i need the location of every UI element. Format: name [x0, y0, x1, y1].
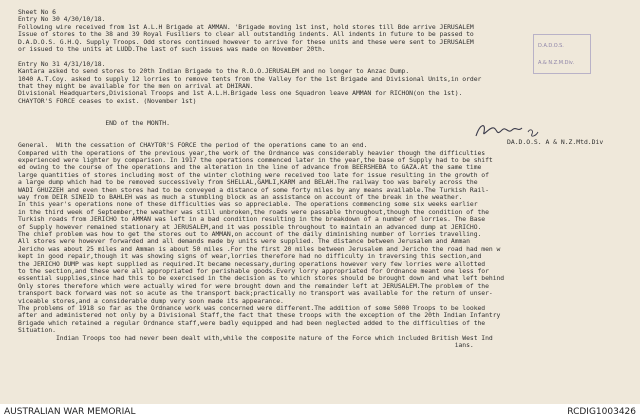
- document-line: The chief problem was how to get the stores out to AMMAN,on account of the daily diminishing number of lorries travelling.: [18, 230, 482, 238]
- document-line: General. With the cessation of CHAYTOR'S FORCE the period of the operations came to an end.: [18, 141, 368, 150]
- document-line: Turkish roads from JERICHO to AMMAN was left in a bad condition resulting in the breakdown of a number of lorries. The Base: [18, 215, 486, 224]
- document-line: Entry No 30 4/30/10/18.: [18, 15, 106, 24]
- document-line: Situation.: [18, 326, 56, 335]
- stamp-line-1: D.A.D.O.S.: [538, 42, 564, 49]
- document-line: Compared with the operations of the previous year,the work of the Ordnance was considerably heavier though the difficulties: [18, 148, 486, 157]
- document-line: The problems of 1918 so far as the Ordnance work was concerned were different.The addition of some 5000 Troops to be looked: [18, 304, 486, 312]
- document-line: CHAYTOR'S FORCE ceases to exist. (November 1st): [18, 96, 197, 105]
- document-line: after and administered not only by a Divisional Staff,the fact that these troops with the exception of the 20th Indian Infantry: [18, 311, 501, 320]
- document-line: the JERICHO DUMP was kept supplied as required.It became necessary,during operations however very few lorries were allotted: [18, 259, 486, 268]
- document-line: Jericho was about 25 miles and Amman is about 50 miles .For the first 20 miles between Jerusalem and Jericho the road had men w: [18, 244, 501, 253]
- document-line: All stores were however forwarded and all demands made by units were supplied. The distance between Jerusalem and Amman: [18, 237, 470, 246]
- signature-title: DA.D.O.S. A & N.Z.Mtd.Div: [507, 138, 604, 146]
- document-line: 1040 A.T.Coy. asked to supply 12 lorries to remove tents from the Valley for the 1st Brigade and Divisional Units,in order: [18, 74, 482, 83]
- document-line: Following wire received from 1st A.L.H Brigade at AMMAN. 'Brigade moving 1st inst, hold stores till Bde arrive JERUSALEM: [18, 22, 474, 31]
- document-line: Issue of stores to the 38 and 39 Royal Fusiliers to clear all outstanding indents. All indents in future to be passed to: [18, 30, 474, 39]
- document-line: way from DEIR SINEID to BAHLEH was as much a stumbling block as an assistance on account of the break in the weather.: [18, 193, 463, 201]
- document-line: to the section,and these were all appropriated for perishable goods.Every lorry appropriated for Ordnance meant one less for: [18, 267, 489, 275]
- document-line: in the third week of September,the weather was still unbroken,the roads were passable throughout,though the condition of the: [18, 207, 489, 216]
- document-line: WADI GHUZZEH and even then stores had to be conveyed a distance of some forty miles by any means available.The Turkish Rail-: [18, 185, 489, 194]
- document-line: ians.: [18, 341, 474, 349]
- document-line: that they might be available for the men on arrival at DHIRAN.: [18, 82, 254, 90]
- unit-stamp: [533, 34, 591, 74]
- document-line: kept in good repair,though it was showing signs of wear,lorries therefore had no difficulty in traversing this section,and: [18, 252, 482, 261]
- footer-bar: [0, 404, 640, 420]
- document-line: a large dump which had to be removed successively from SHELLAL,GAMLI,KARM and BELAH.The railway too was barely across the: [18, 178, 478, 187]
- document-line: experienced were lighter by comparison. In 1917 the operations commenced later in the year,the base of Supply had to be shift: [18, 156, 493, 164]
- document-line: ed owing to the course of the operations and the alteration in the line of advance from BEERSHEBA to GAZA.At the same time: [18, 163, 482, 172]
- document-line: of Supply however remained stationary at JERUSALEM,and it was possible throughout to maintain an advanced dump at JERICHO.: [18, 222, 482, 231]
- document-line: END of the MONTH.: [18, 119, 170, 127]
- document-line: Divisional Headquarters,Divisional Troops and 1st A.L.H.Brigade less one Squadron leave AMMAN for RICHON(on the 1st).: [18, 89, 463, 98]
- footer-source: AUSTRALIAN WAR MEMORIAL: [4, 407, 136, 417]
- stamp-line-2: A.& N.Z.M.Div.: [538, 59, 575, 66]
- document-line: Entry No 31 4/31/10/18.: [18, 59, 106, 68]
- document-line: Only stores therefore which were actually wired for were brought down and the remainder left at JERUSALEM.The problem of the: [18, 281, 489, 290]
- document-line: Brigade which retained a regular Ordnance staff,were badly equipped and had been neglected added to the difficulties of the: [18, 318, 486, 327]
- document-line: In this year's operations none of these difficulties was so appreciable. The operations commencing some six weeks earlier: [18, 200, 478, 209]
- document-line: large quantities of stores including most of the winter clothing were received too late for issue resulting in the growth of: [18, 170, 489, 179]
- document-line: transport back forward was not so acute as the transport back;practically no transport was available for the return of unser-: [18, 289, 493, 298]
- document-line: Kantara asked to send stores to 20th Indian Brigade to the R.O.O.JERUSALEM and no longer to Anzac Dump.: [18, 67, 410, 76]
- document-line: viceable stores,and a considerable dump very soon made its appearance.: [18, 296, 284, 305]
- document-line: Indian Troops too had never been dealt with,while the composite nature of the Force which included British West Ind: [18, 333, 493, 342]
- document-line: Sheet No 6: [18, 8, 56, 16]
- document-line: or issued to the units at LUDD.The last of such issues was made on November 20th.: [18, 45, 326, 53]
- document-line: D.A.D.O.S. G.H.Q. Supply Troops. Odd stores continued however to arrive for these units and these were sent to JERUSALEM: [18, 37, 474, 46]
- footer-reference: RCDIG1003426: [567, 407, 636, 417]
- document-line: essential supplies,since had this to be exercised in the decision as to which stores should be brought down and what left behind: [18, 274, 505, 283]
